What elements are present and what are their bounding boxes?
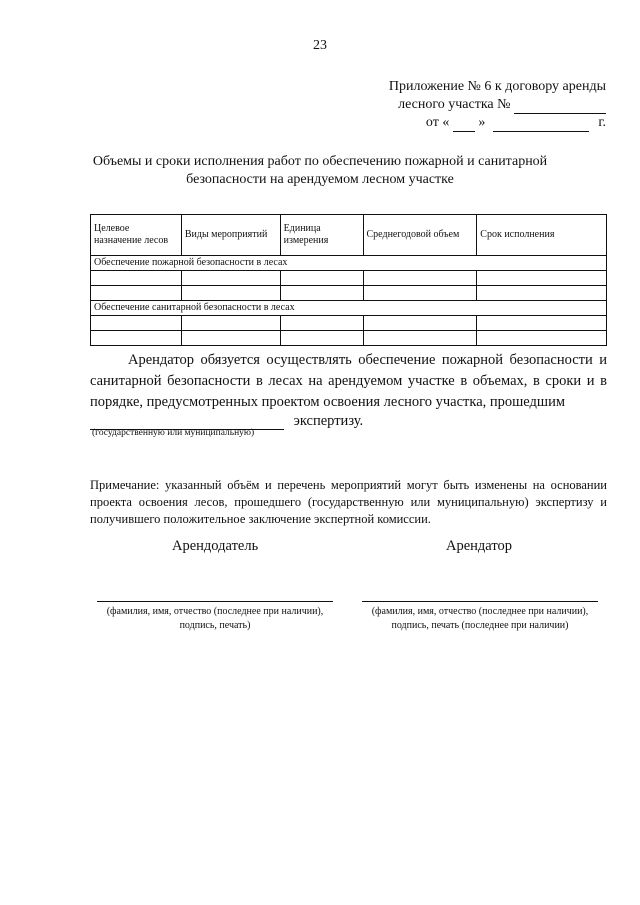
works-table [90, 214, 607, 346]
table-row [91, 286, 607, 301]
table-row [91, 331, 607, 346]
lessee-signature-line [362, 601, 598, 602]
lease-number-blank [514, 100, 606, 114]
section-row-sanitary [91, 301, 607, 316]
table-row [91, 316, 607, 331]
appendix-header-line2 [398, 96, 606, 114]
header-lease-label: лесного участка № [398, 97, 511, 112]
page-number: 23 [313, 38, 327, 53]
col-header-activities: Виды мероприятий [181, 215, 280, 256]
col-header-deadline: Срок исполнения [477, 215, 607, 256]
title-line-2: безопасности на арендуемом лесном участке [186, 172, 454, 187]
header-year-suffix: г. [598, 115, 606, 130]
obligation-paragraph: Арендатор обязуется осуществлять обеспечение пожарной безопасности и санитарной безопасности в лесах на арендуемом участке в объемах, в сроки и в порядке, предусмотренных проектом освоения лесного участка, прошедшим [90, 352, 607, 410]
expertise-caption: (государственную или муниципальную) [92, 428, 255, 438]
section-fire-label: Обеспечение пожарной безопасности в лесах [91, 256, 607, 271]
table-header-row [91, 215, 607, 256]
date-month-blank [493, 118, 589, 132]
lessor-signature-line [97, 601, 333, 602]
document-title [60, 153, 580, 189]
expertise-word: экспертизу. [293, 413, 364, 429]
note-paragraph: Примечание: указанный объём и перечень мероприятий могут быть изменены на основании проекта освоения лесов, прошедшего (государственную или муниципальную) экспертизу и получившего положительное заключение экспертной комиссии. [90, 478, 607, 526]
lessor-title: Арендодатель [172, 538, 259, 554]
section-row-fire [91, 256, 607, 271]
lessee-signature-caption: (фамилия, имя, отчество (последнее при наличии), подпись, печать (последнее при наличии) [371, 606, 589, 631]
col-header-unit: Единица измерения [280, 215, 363, 256]
date-day-blank [453, 118, 475, 132]
lessee-title: Арендатор [446, 538, 513, 554]
table-row [91, 271, 607, 286]
col-header-purpose: Целевое назначение лесов [91, 215, 182, 256]
header-date-close: » [478, 115, 486, 130]
appendix-header-line1: Приложение № 6 к договору аренды [388, 79, 606, 94]
lessor-signature-caption: (фамилия, имя, отчество (последнее при наличии), подпись, печать) [106, 606, 324, 631]
col-header-volume: Среднегодовой объем [363, 215, 477, 256]
header-date-open: от « [425, 115, 450, 130]
title-line-1: Объемы и сроки исполнения работ по обеспечению пожарной и санитарной [92, 154, 548, 169]
section-sanitary-label: Обеспечение санитарной безопасности в лесах [91, 301, 607, 316]
appendix-header-line3 [426, 114, 606, 132]
